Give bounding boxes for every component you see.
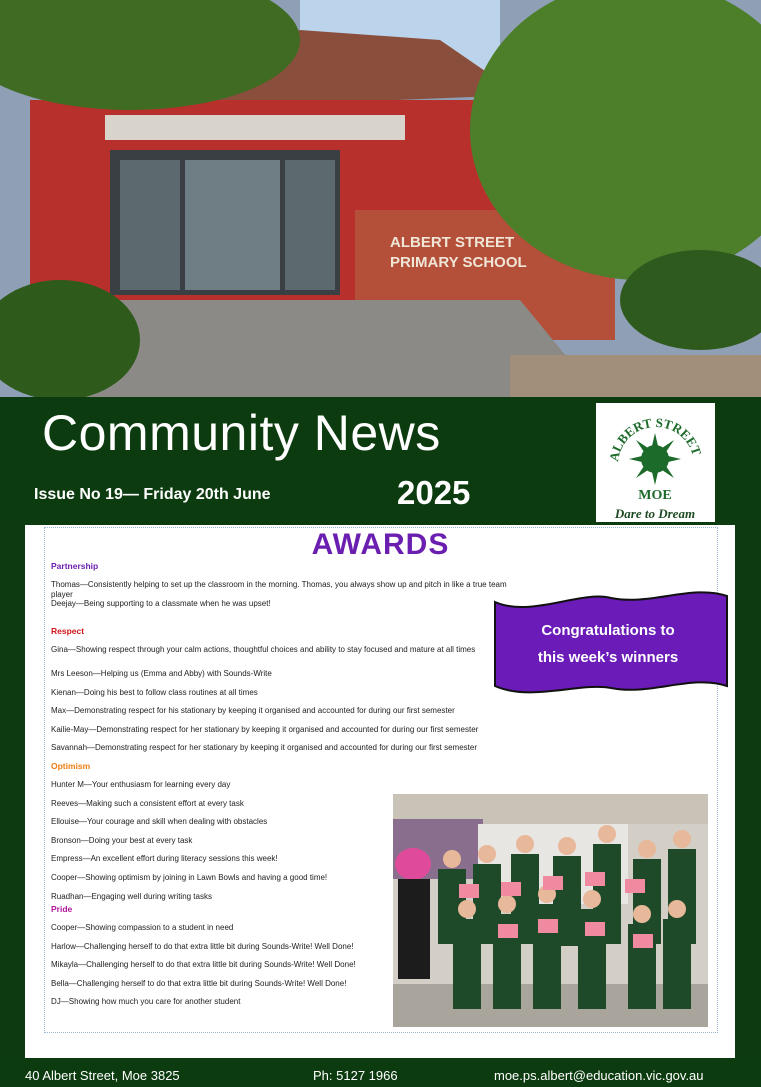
sign-line2: PRIMARY SCHOOL [390,254,527,271]
award-category-heading: Partnership [51,561,99,571]
sign-line1: ALBERT STREET [390,234,515,251]
footer-phone: Ph: 5127 1966 [313,1068,398,1083]
award-entry: Thomas—Consistently helping to set up the classroom in the morning. Thomas, you always show up and pitch in like a true team player [51,580,507,599]
award-entry: Cooper—Showing optimism by joining in Lawn Bowls and having a good time! [51,873,328,882]
award-entry: Reeves—Making such a consistent effort at every task [51,798,244,808]
award-entry: Hunter M—Your enthusiasm for learning every day [51,780,231,789]
award-entry: Mikayla—Challenging herself to do that extra little bit during Sounds-Write! Well Done! [51,960,356,970]
logo-tagline: Dare to Dream [614,506,696,521]
award-entry: Max—Demonstrating respect for his stationary by keeping it organised and accounted for during our first semester [51,706,455,716]
award-entry: Kailie-May—Demonstrating respect for her stationary by keeping it organised and accounted for during our first semester [51,724,479,734]
issue-label: Issue No 19— Friday 20th June [34,486,271,503]
award-category-heading: Respect [51,626,85,636]
footer [0,1058,761,1087]
award-entry: DJ—Showing how much you care for another student [51,997,241,1007]
award-entry: Bronson—Doing your best at every task [51,835,193,845]
award-entry: Cooper—Showing compassion to a student in need [51,923,234,932]
award-entry: Empress—An excellent effort during literacy sessions this week! [51,854,278,864]
newsletter-title: Community News [42,405,441,461]
sun-icon [629,433,681,485]
award-entry: Mrs Leeson—Helping us (Emma and Abby) with Sounds-Write [51,669,272,678]
ribbon-text [510,617,706,671]
logo-arc-text: ALBERT STREET [606,414,705,463]
issue-year: 2025 [397,474,471,511]
awards-heading: AWARDS [311,528,450,561]
logo-moe: MOE [638,488,672,503]
award-entry: Bella—Challenging herself to do that extra little bit during Sounds-Write! Well Done! [51,978,347,988]
footer-address: 40 Albert Street, Moe 3825 [25,1068,180,1083]
award-entry: Kienan—Doing his best to follow class routines at all times [51,687,258,697]
award-entry: Savannah—Demonstrating respect for her stationary by keeping it organised and accounted for during our first semester [51,743,478,753]
ribbon-line2: this week’s winners [537,649,679,666]
award-entry: Gina—Showing respect through your calm actions, thoughtful choices and ability to stay focused and mature at all times [51,645,476,654]
award-entry: Harlow—Challenging herself to do that extra little bit during Sounds-Write! Well Done! [51,941,354,951]
footer-email[interactable]: moe.ps.albert@education.vic.gov.au [494,1068,704,1083]
award-entry: Ellouise—Your courage and skill when dealing with obstacles [51,817,268,827]
award-category-heading: Optimism [51,761,91,771]
award-category-heading: Pride [51,904,73,914]
award-entry: Ruadhan—Engaging well during writing tasks [51,891,212,901]
class-photo [393,794,708,1027]
school-logo [596,403,715,522]
award-entry: Deejay—Being supporting to a classmate when he was upset! [51,598,271,608]
school-photo [0,0,761,397]
ribbon-line1: Congratulations to [541,622,675,639]
